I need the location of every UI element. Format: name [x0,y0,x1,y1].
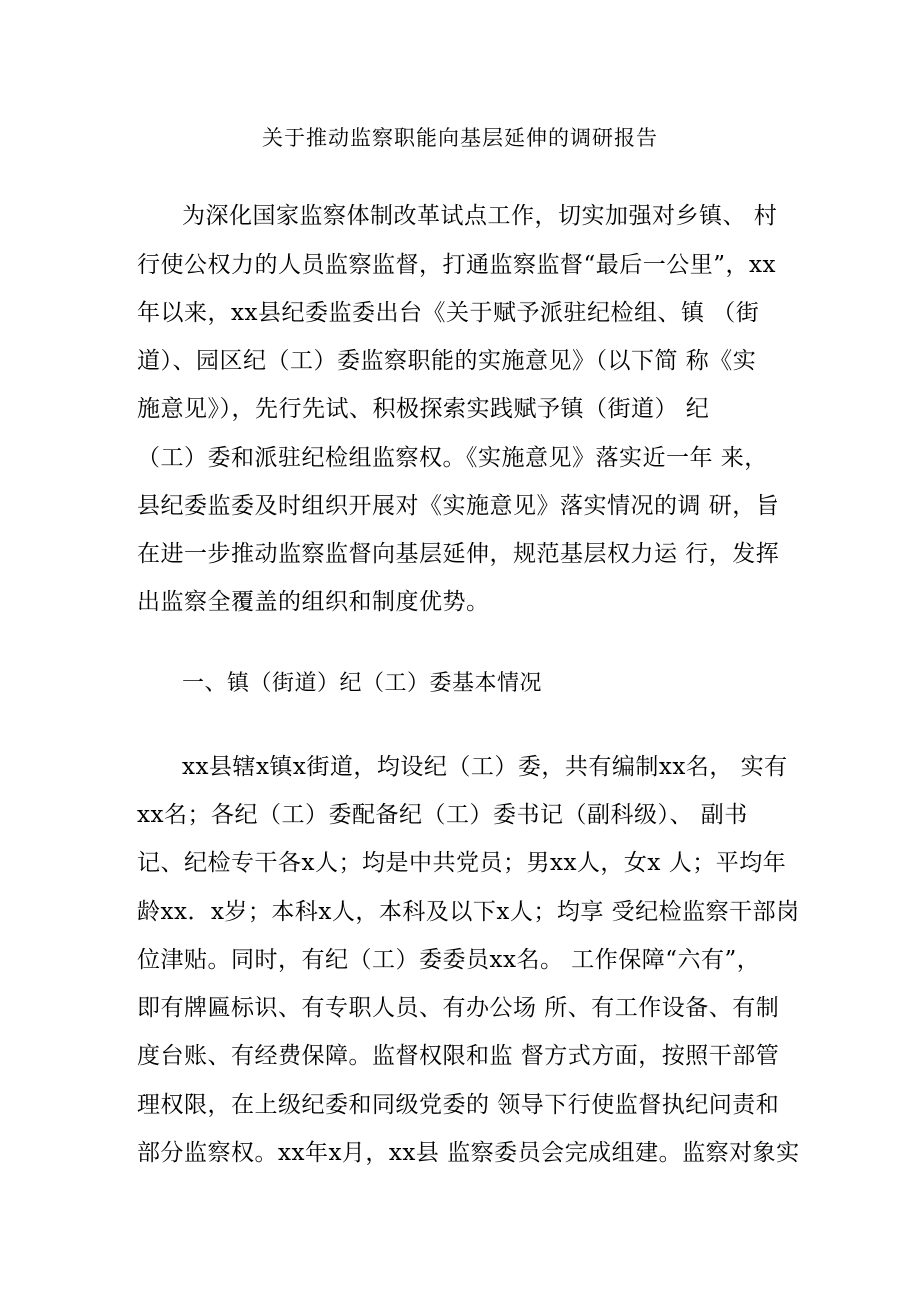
paragraph-line: 位津贴。同时，有纪（工）委委员xx名。 工作保障“六有”， [137,947,761,973]
paragraph-line: 行使公权力的人员监察监督，打通监察监督“最后一公里”，xx [137,252,776,278]
paragraph-line: 施意见》），先行先试、积极探索实践赋予镇（街道） 纪 [137,396,710,422]
paragraph-line: 为深化国家监察体制改革试点工作，切实加强对乡镇、 村 [182,203,778,229]
section-heading: 一、镇（街道）纪（工）委基本情况 [182,671,543,696]
paragraph-line: 度台账、有经费保障。监督权限和监 督方式方面，按照干部管 [137,1043,780,1069]
paragraph-line: 记、纪检专干各x人；均是中共党员；男xx人，女x 人；平均年 [137,850,787,876]
paragraph-line: 部分监察权。xx年x月，xx县 监察委员会完成组建。监察对象实 [137,1140,800,1166]
paragraph-line: 年以来，xx县纪委监委出台《关于赋予派驻纪检组、镇 （街 [137,300,760,326]
paragraph-line: 出监察全覆盖的组织和制度优势。 [137,589,490,615]
paragraph-line: 理权限，在上级纪委和同级党委的 领导下行使监督执纪问责和 [137,1092,780,1118]
document-title: 关于推动监察职能向基层延伸的调研报告 [262,126,658,150]
paragraph-line: 龄xx．x岁；本科x人，本科及以下x人；均享 受纪检监察干部岗 [137,899,800,925]
paragraph-line: 道）、园区纪（工）委监察职能的实施意见》（以下简 称《实 [137,348,757,374]
paragraph-line: （工）委和派驻纪检组监察权。《实施意见》落实近一年 来， [137,445,768,471]
paragraph-line: 在进一步推动监察监督向基层延伸，规范基层权力运 行，发挥 [137,541,780,567]
paragraph-line: 县纪委监委及时组织开展对《实施意见》落实情况的调 研，旨 [137,493,780,519]
paragraph-line: 即有牌匾标识、有专职人员、有办公场 所、有工作设备、有制 [137,995,780,1021]
paragraph-line: xx名；各纪（工）委配备纪（工）委书记（副科级）、 副书 [137,802,748,828]
paragraph-line: xx县辖x镇x街道，均设纪（工）委，共有编制xx名， 实有 [182,754,788,780]
